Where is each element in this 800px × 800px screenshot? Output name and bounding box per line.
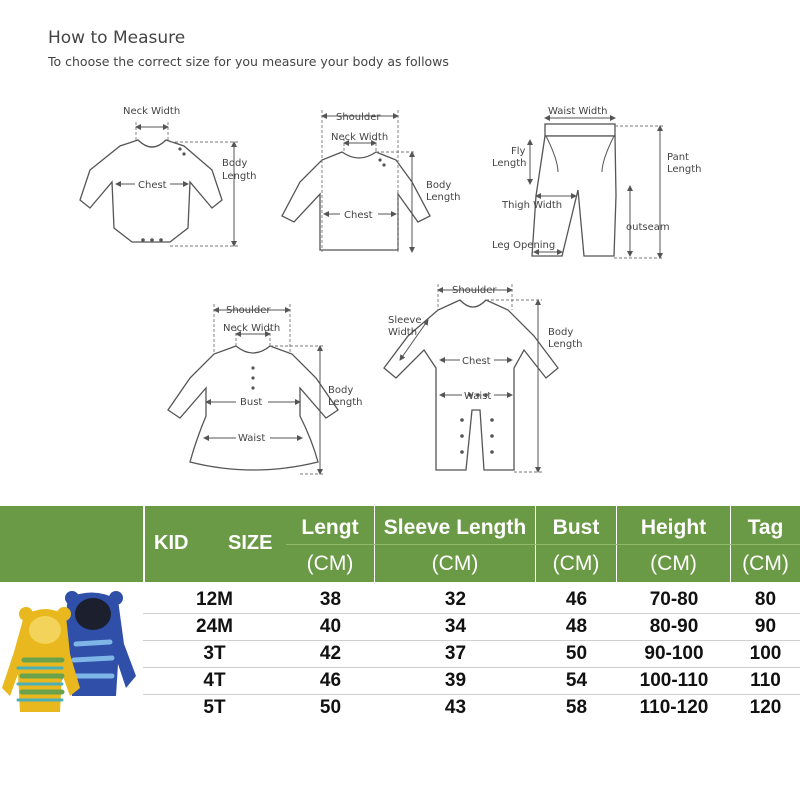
cell-bust: 50 [565,643,588,664]
romper-waist-label: Waist [464,391,492,402]
dress-diagram [168,304,363,474]
cell-tag: 120 [749,697,782,718]
col-header-height: Height (CM) [617,506,730,582]
cell-tag: 100 [749,643,782,664]
cell-length: 40 [319,616,342,637]
header-divider [143,506,145,582]
table-row [143,694,800,721]
page-title: How to Measure [48,28,186,48]
dress-body-label: Body [328,385,354,396]
pants-length-label: Length [667,164,702,175]
kids-jackets-image [0,584,143,720]
cell-length: 50 [319,697,342,718]
romper-length-label: Length [548,339,583,350]
table-row [143,586,800,613]
romper-body-label: Body [548,327,574,338]
cell-tag: 110 [750,670,781,691]
table-row [143,667,800,694]
cell-length: 46 [319,670,342,691]
col-header-tag: Tag (CM) [731,506,800,582]
size-table [0,506,800,720]
cell-tag: 80 [754,589,777,610]
romper-sleeve-label: Sleeve [388,315,422,326]
cell-bust: 48 [565,616,588,637]
cell-length: 38 [319,589,342,610]
row-divider [143,694,800,695]
pants-fly-length-label: Length [492,158,527,169]
bodysuit-neck-width-label: Neck Width [123,106,181,117]
tshirt-body-label: Body [426,180,452,191]
table-row [143,613,800,640]
dress-neck-width-label: Neck Width [223,323,281,334]
page-subtitle: To choose the correct size for you measure your body as follows [48,54,449,69]
cell-height: 80-90 [649,616,699,637]
cell-size: 24M [196,616,233,637]
cell-height: 100-110 [639,670,709,691]
dress-length-label: Length [328,397,363,408]
kid-size-header [0,506,276,582]
cell-height: 70-80 [649,589,699,610]
bodysuit-length-label: Length [222,171,257,182]
pants-leg-opening-label: Leg Opening [492,240,556,251]
pants-diagram [492,106,702,258]
bodysuit-body-label: Body [222,158,248,169]
cell-bust: 46 [565,589,588,610]
col-header-length: Lengt (CM) [286,506,374,582]
kid-label: KID [154,532,189,554]
bodysuit-diagram [80,106,257,246]
dress-waist-label: Waist [238,433,266,444]
romper-shoulder-label: Shoulder [452,285,497,296]
cell-size: 12M [196,589,233,610]
col-header-bust: Bust (CM) [536,506,616,582]
cell-size: 4T [203,670,226,691]
tshirt-length-label: Length [426,192,461,203]
tshirt-neck-width-label: Neck Width [331,132,389,143]
pants-pant-label: Pant [667,152,689,163]
tshirt-diagram [282,110,461,252]
cell-tag: 90 [754,616,777,637]
size-label: SIZE [228,532,273,554]
dress-shoulder-label: Shoulder [226,305,271,316]
romper-diagram [384,284,583,472]
cell-sleeve: 32 [444,589,467,610]
romper-width-label: Width [388,327,418,338]
pants-fly-label: Fly [511,146,526,157]
row-divider [143,640,800,641]
tshirt-chest-label: Chest [344,210,373,221]
pants-waist-width-label: Waist Width [548,106,608,117]
pants-outseam-label: outseam [626,222,670,233]
cell-bust: 58 [565,697,588,718]
cell-sleeve: 43 [444,697,467,718]
bodysuit-chest-label: Chest [138,180,167,191]
cell-size: 5T [203,697,226,718]
romper-chest-label: Chest [462,356,491,367]
cell-bust: 54 [565,670,588,691]
cell-sleeve: 34 [444,616,467,637]
col-header-sleeve-length: Sleeve Length (CM) [375,506,535,582]
pants-thigh-width-label: Thigh Width [502,200,563,211]
cell-length: 42 [319,643,342,664]
table-row [143,640,800,667]
cell-size: 3T [203,643,226,664]
tshirt-shoulder-label: Shoulder [336,112,381,123]
dress-bust-label: Bust [240,397,263,408]
row-divider [143,613,800,614]
row-divider [143,667,800,668]
cell-sleeve: 37 [444,643,467,664]
cell-sleeve: 39 [444,670,467,691]
cell-height: 110-120 [639,697,709,718]
cell-height: 90-100 [644,643,704,664]
product-photo [0,584,143,720]
